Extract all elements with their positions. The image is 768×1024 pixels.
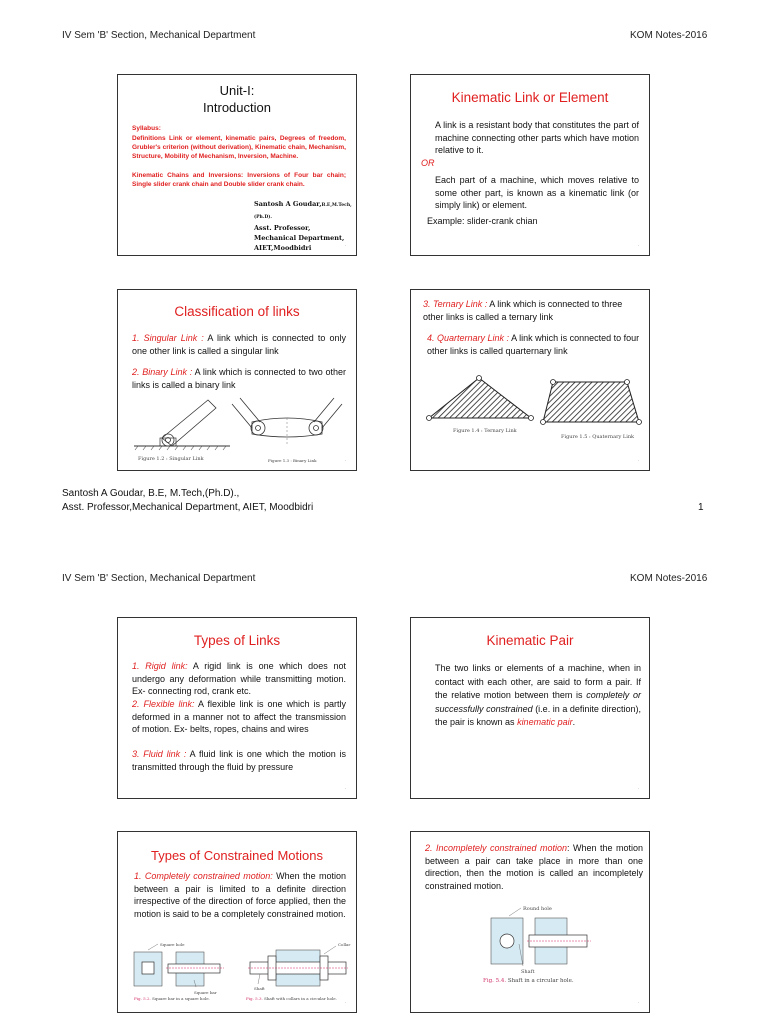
- colon: :: [567, 843, 573, 853]
- collar-label: Collar: [338, 942, 351, 947]
- quarternary-link-text: A link which is connected to four other links is called quarternary link: [427, 333, 640, 356]
- kinematic-pair-definition: [435, 662, 641, 730]
- pair-text-end: .: [572, 717, 576, 727]
- square-bar-caption-text: Square bar in a square hole.: [152, 996, 210, 1001]
- author-institute: AIET,Moodbidri: [254, 244, 312, 252]
- slide-kinematic-pair: [410, 617, 650, 799]
- quaternary-link-figure: [539, 378, 643, 426]
- completely-constrained-text: When the motion between a pair is limited to a definite direction irrespective of the direction of force applied, then the motion is said to be a completely constrained motion.: [134, 871, 346, 919]
- shaft-round-hole-caption: [483, 978, 574, 984]
- shaft-collar-caption-num: Fig. 5.3.: [246, 996, 263, 1001]
- quarternary-link-item: [427, 332, 645, 357]
- incompletely-constrained-label: 2. Incompletely constrained motion: [425, 843, 568, 853]
- syllabus-label: Syllabus:: [132, 125, 161, 132]
- rigid-link-label: 1. Rigid link:: [132, 661, 188, 671]
- pair-text-term: kinematic pair: [517, 717, 573, 727]
- binary-link-caption: Figure 1.3 : Binary Link: [268, 458, 317, 463]
- slide-dot: ·: [344, 786, 346, 792]
- rigid-link-item: [132, 660, 346, 698]
- slide-classification: [117, 289, 357, 471]
- ternary-link-label: 3. Ternary Link :: [423, 299, 488, 309]
- ternary-link-caption: Figure 1.4 : Ternary Link: [453, 428, 517, 434]
- author-name-line: [254, 199, 356, 223]
- shaft-round-hole-caption-text: Shaft in a circular hole.: [507, 978, 574, 984]
- link-example: Example: slider-crank chian: [427, 216, 538, 226]
- singular-link-caption: Figure 1.2 : Singular Link: [138, 456, 204, 462]
- link-definition-alt: Each part of a machine, which moves relative to some other part, is known as a kinematic link (or simply link) or element.: [435, 175, 639, 210]
- shaft-collar-caption: [246, 996, 337, 1001]
- flexible-link-text: A flexible link is one which is partly deformed in a manner not to affect the transmission of motion. Ex- belts, ropes, chains and wires: [132, 699, 347, 734]
- slide-dot: ·: [637, 1000, 639, 1006]
- link-definition: A link is a resistant body that constitutes the part of machine connecting other parts which have motion relative to it.: [435, 120, 639, 155]
- square-bar-label: Square bar: [194, 990, 217, 995]
- binary-link-figure: [228, 394, 346, 452]
- shaft-round-hole-figure: [483, 904, 593, 974]
- singular-link-figure: [132, 394, 232, 452]
- slide-title-introduction: Introduction: [203, 100, 271, 115]
- slide-title-kinematic-link: Kinematic Link or Element: [451, 90, 609, 105]
- syllabus-text-2: Kinematic Chains and Inversions: Inversions of Four bar chain; Single slider crank chain and Double slider crank chain.: [132, 172, 346, 188]
- author-degree: B.E,M.Tech,(Ph.D).: [254, 203, 352, 220]
- slide-title-kinematic-pair: Kinematic Pair: [486, 633, 574, 648]
- completely-constrained-label: 1. Completely constrained motion:: [134, 871, 273, 881]
- fluid-link-label: 3. Fluid link :: [132, 749, 187, 759]
- slide-unit-intro: [117, 74, 357, 256]
- ternary-link-item: [423, 298, 643, 323]
- square-hole-label: Square hole: [160, 942, 185, 947]
- slide-incompletely-constrained: [410, 831, 650, 1013]
- slide-constrained-motions: [117, 831, 357, 1013]
- slide-types-of-links: [117, 617, 357, 799]
- author-block: [254, 199, 356, 253]
- slide-dot: ·: [637, 458, 639, 464]
- page2-header-right: KOM Notes-2016: [630, 573, 708, 584]
- page1-number: 1: [698, 502, 704, 513]
- page1-footer-author: Santosh A Goudar, B.E, M.Tech,(Ph.D).,: [62, 488, 240, 499]
- square-bar-caption-num: Fig. 5.2.: [134, 996, 151, 1001]
- author-name: Santosh A Goudar,: [254, 200, 322, 208]
- flexible-link-item: [132, 698, 346, 736]
- singular-link-text: A link which is connected to only one other link is called a singular link: [132, 333, 346, 356]
- slide-ternary-quarternary: [410, 289, 650, 471]
- round-hole-label: Round hole: [523, 906, 552, 912]
- flexible-link-label: 2. Flexible link:: [132, 699, 195, 709]
- shaft-collar-caption-text: Shaft with collars in a circular hole.: [264, 996, 337, 1001]
- binary-link-text: A link which is connected to two other links is called a binary link: [132, 367, 346, 390]
- binary-link-label: 2. Binary Link :: [132, 367, 193, 377]
- square-bar-figure: [130, 940, 226, 990]
- binary-link-item: [132, 366, 346, 391]
- slide-dot: ·: [344, 1000, 346, 1006]
- rigid-link-text: A rigid link is one which does not undergo any deformation while transmitting motion. Ex- connecting rod, crank etc.: [132, 661, 346, 696]
- shaft-label-fig4: Shaft: [521, 969, 535, 975]
- page1-header-right: KOM Notes-2016: [630, 30, 708, 41]
- author-title: Asst. Professor,: [254, 224, 311, 232]
- singular-link-item: [132, 332, 346, 357]
- pair-text-emphasis: completely or successfully constrained: [435, 690, 641, 714]
- pair-text-c: (i.e. in a definite direction), the pair is known as: [435, 703, 641, 727]
- completely-constrained-item: [134, 870, 346, 920]
- ternary-link-figure: [425, 374, 535, 422]
- fluid-link-item: [132, 748, 346, 773]
- slide-title-unit: Unit-I:: [219, 83, 255, 98]
- slide-kinematic-link: [410, 74, 650, 256]
- incompletely-constrained-text: When the motion between a pair can take place in more than one direction, then the motion is called an incompletely constrained motion.: [425, 843, 643, 891]
- page1-footer-affiliation: Asst. Professor,Mechanical Department, AIET, Moodbidri: [62, 502, 314, 513]
- shaft-round-hole-caption-num: Fig. 5.4.: [483, 978, 507, 984]
- pair-text-a: The two links or elements of a machine, when in contact with each other, are said to form a pair. If the relative motion between them is: [435, 663, 641, 700]
- incompletely-constrained-item: [425, 842, 643, 892]
- slide-dot: ·: [637, 243, 639, 249]
- slide-title-classification: Classification of links: [174, 304, 300, 319]
- page1-header-left: IV Sem 'B' Section, Mechanical Department: [62, 30, 256, 41]
- slide-dot: ·: [344, 243, 346, 249]
- page2-header-left: IV Sem 'B' Section, Mechanical Department: [62, 573, 256, 584]
- ternary-link-text: A link which is connected to three other links is called a ternary link: [423, 299, 623, 322]
- slide-title-constrained-motions: Types of Constrained Motions: [151, 848, 323, 863]
- square-bar-caption: [134, 996, 210, 1001]
- slide-dot: ·: [344, 458, 346, 464]
- shaft-label-fig3: Shaft: [254, 986, 265, 991]
- or-label: OR: [421, 158, 435, 168]
- quaternary-link-caption: Figure 1.5 : Quaternary Link: [561, 434, 635, 440]
- shaft-collar-figure: [246, 940, 350, 990]
- slide-title-types-of-links: Types of Links: [193, 633, 281, 648]
- fluid-link-text: A fluid link is one which the motion is transmitted through the fluid by pressure: [132, 749, 346, 772]
- slide-dot: ·: [637, 786, 639, 792]
- author-department: Mechanical Department,: [254, 234, 345, 242]
- singular-link-label: 1. Singular Link :: [132, 333, 204, 343]
- quarternary-link-label: 4. Quarternary Link :: [427, 333, 510, 343]
- syllabus-text: Definitions Link or element, kinematic pairs, Degrees of freedom, Grubler's criterion (without derivation), Kinematic chain, Mechanism, Structure, Mobility of Mechanism, Inversion, Machine.: [132, 135, 346, 160]
